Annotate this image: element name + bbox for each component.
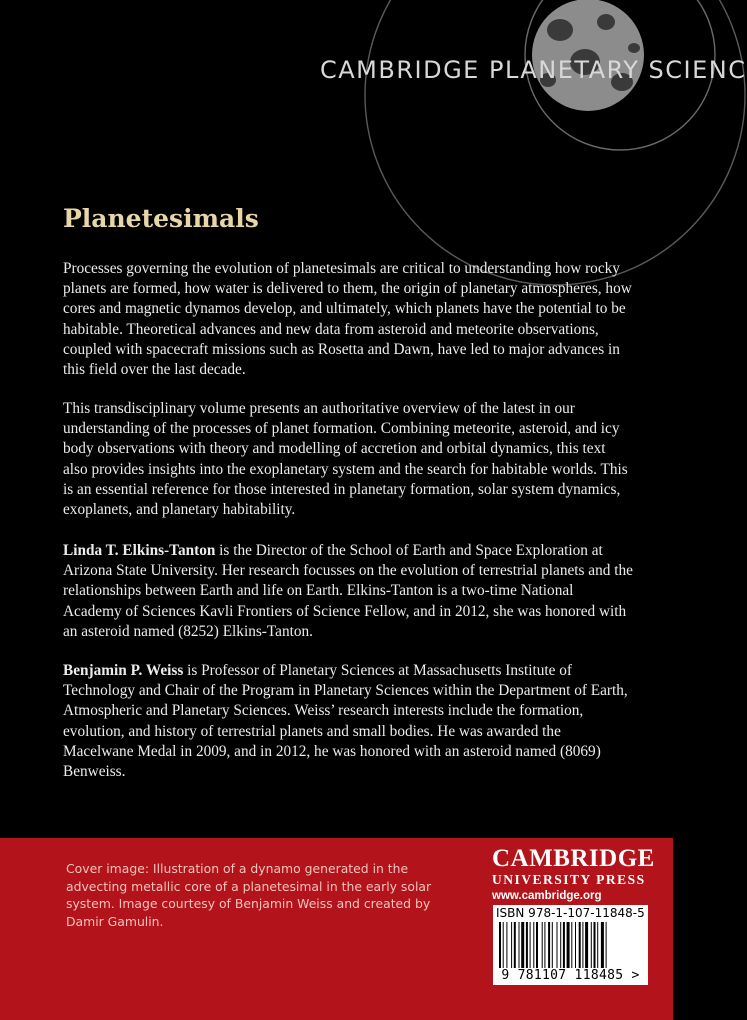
- book-title: Planetesimals: [63, 204, 259, 233]
- author-bio-text-1: is the Director of the School of Earth and Space Exploration at Arizona State University. Her research focusses on the evolution of terrestrial planets and the relationships between Earth and life on Earth. Elkins-Tanton is a two-time National Academy of Sciences Kavli Frontiers of Science Fellow, and in 2012, she was honored with an asteroid named (8252) Elkins-Tanton.: [63, 542, 633, 640]
- isbn-number: ISBN 978-1-107-11848-5: [496, 906, 645, 920]
- publisher-logo: [492, 845, 655, 902]
- author-bio-2: [63, 661, 633, 782]
- series-title: CAMBRIDGE PLANETARY SCIENC: [320, 56, 747, 84]
- publisher-subtitle: UNIVERSITY PRESS: [492, 872, 646, 887]
- description-paragraph-2: This transdisciplinary volume presents an authoritative overview of the latest in our understanding of the processes of planet formation. Combining meteorite, asteroid, and icy body observations with theory and modelling of accretion and orbital dynamics, this text also provides insights into the exoplanetary system and the search for habitable worlds. This is an essential reference for those interested in planetary formation, solar system dynamics, exoplanets, and planetary habitability.: [63, 400, 628, 519]
- author-bio-1: [63, 541, 633, 642]
- author-name-1: Linda T. Elkins-Tanton: [63, 542, 216, 559]
- publisher-band: [0, 838, 673, 1020]
- barcode-icon: [499, 922, 642, 968]
- cover-image-credit: Cover image: Illustration of a dynamo generated in the advecting metallic core of a planetesimal in the early solar system. Image courtesy of Benjamin Weiss and created by Damir Gamulin.: [66, 861, 432, 929]
- isbn-barcode: [493, 905, 648, 985]
- author-name-2: Benjamin P. Weiss: [63, 662, 184, 679]
- author-bio-text-2: is Professor of Planetary Sciences at Massachusetts Institute of Technology and Chair of the Program in Planetary Sciences within the Department of Earth, Atmospheric and Planetary Sciences. Weiss’ research interests include the formation, evolution, and history of terrestrial planets and small bodies. He was awarded the Macelwane Medal in 2009, and in 2012, he was honored with an asteroid named (8069) Benweiss.: [63, 662, 628, 781]
- publisher-name: CAMBRIDGE: [492, 845, 655, 872]
- publisher-url: www.cambridge.org: [492, 890, 602, 902]
- barcode-digits: 9 781107 118485 >: [501, 968, 640, 983]
- description-paragraph-1: Processes governing the evolution of planetesimals are critical to understanding how rocky planets are formed, how water is delivered to them, the origin of planetary atmospheres, how cores and magnetic dynamos develop, and ultimately, which planets have the potential to be habitable. Theoretical advances and new data from asteroid and meteorite observations, coupled with spacecraft missions such as Rosetta and Dawn, have led to major advances in this field over the last decade.: [63, 260, 632, 379]
